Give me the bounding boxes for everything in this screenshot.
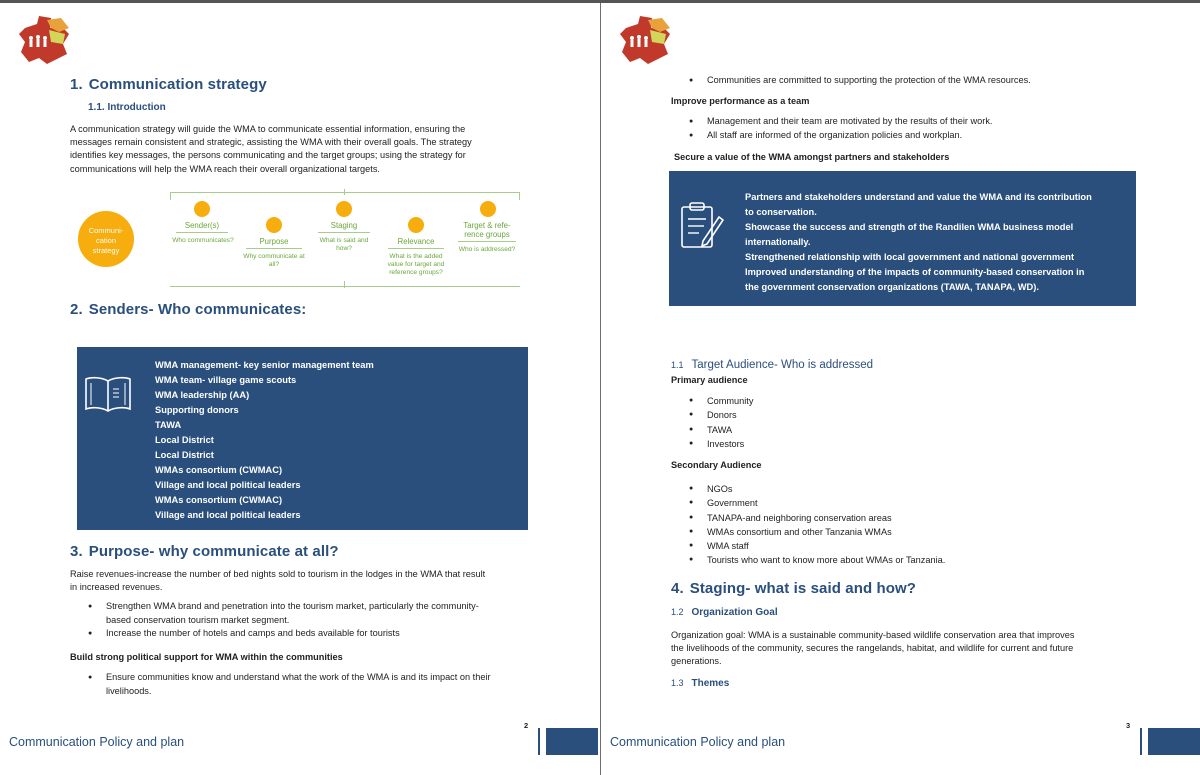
list-item: the government conservation organizations (TAWA, TANAPA, WD). <box>745 282 1039 292</box>
list-item: ● TANAPA-and neighboring conservation areas <box>689 511 1169 525</box>
diagram-senders-question: Who communicates? <box>172 237 234 244</box>
footer-block <box>546 728 598 755</box>
list-item: WMA management- key senior management team <box>155 360 374 370</box>
list-item: ● Investors <box>689 437 1169 451</box>
diagram-underline <box>388 248 444 249</box>
page-3 <box>601 3 1200 775</box>
diagram-target: Target & refe- rence groups <box>463 221 511 239</box>
section-1-heading: 1. Communication strategy <box>70 76 267 93</box>
diagram-target-question: Who is addressed? <box>458 246 516 253</box>
diagram-underline <box>176 232 228 233</box>
list-item: ● TAWA <box>689 423 1169 437</box>
introduction-paragraph: A communication strategy will guide the WMA to communicate essential information, ensuring the messages remain consistent and strategic, assisting the WMA with their overall goals. The strategy identifies key messages, the persons communicating and the target groups; using the strategy for communications will help the WMA reach their overall organizational targets. <box>70 124 472 174</box>
diagram-purpose: Purpose <box>259 237 289 246</box>
book-icon <box>83 375 133 415</box>
value-heading: Secure a value of the WMA amongst partners and stakeholders <box>674 152 950 162</box>
primary-list <box>689 394 1169 451</box>
wma-logo-icon <box>17 14 71 66</box>
list-item: WMA team- village game scouts <box>155 375 297 385</box>
list-item: Village and local political leaders <box>155 510 301 520</box>
page-number: 3 <box>1126 721 1131 730</box>
megaphone-icon <box>194 201 210 217</box>
diagram-tick <box>344 281 345 288</box>
strategy-circle: Communi- cation strategy <box>78 211 134 267</box>
political-heading: Build strong political support for WMA within the communities <box>70 652 343 662</box>
list-item: Village and local political leaders <box>155 480 301 490</box>
senders-box <box>77 347 528 530</box>
list-item: to conservation. <box>745 207 817 217</box>
people-icon <box>480 201 496 217</box>
list-item: internationally. <box>745 237 811 247</box>
footer-slash <box>1140 728 1142 755</box>
list-item: Strengthened relationship with local government and national government <box>745 252 1075 262</box>
performance-heading: Improve performance as a team <box>671 96 810 106</box>
lightbulb-icon <box>266 217 282 233</box>
list-item: ● WMAs consortium and other Tanzania WMAs <box>689 525 1169 539</box>
footer-slash <box>538 728 540 755</box>
purpose-bullets <box>88 600 538 641</box>
list-item: ● Government <box>689 496 1169 510</box>
secondary-heading: Secondary Audience <box>671 460 762 470</box>
list-item: ● WMA staff <box>689 539 1169 553</box>
star-icon <box>408 217 424 233</box>
diagram-bottom-line <box>170 286 520 287</box>
list-item: TAWA <box>155 420 182 430</box>
page-number: 2 <box>524 721 529 730</box>
diagram-relevance: Relevance <box>397 237 435 246</box>
organization-goal-paragraph: Organization goal: WMA is a sustainable community-based wildlife conservation area that improves the livelihoods of the community, secures the rangelands, habitat, and wildlife for current and future generations. <box>671 630 1075 667</box>
section-3-heading: 3. Purpose- why communicate at all? <box>70 543 339 560</box>
footer-block <box>1148 728 1200 755</box>
list-item: ● Donors <box>689 408 1169 422</box>
primary-heading: Primary audience <box>671 375 748 385</box>
list-item: Local District <box>155 435 214 445</box>
wma-logo-icon <box>618 14 672 66</box>
list-item: ● Increase the number of hotels and camps and beds available for tourists <box>88 627 538 641</box>
clipboard-icon <box>679 201 725 251</box>
list-item: ● Tourists who want to know more about WMAs or Tanzania. <box>689 553 1169 567</box>
diagram-staging-question: What is said and how? <box>319 237 369 252</box>
diagram-tick <box>344 189 345 195</box>
secondary-list <box>689 482 1169 568</box>
list-item: Local District <box>155 450 214 460</box>
diagram-purpose-question: Why communicate at all? <box>243 253 305 268</box>
diagram-tick <box>519 192 520 200</box>
page-2 <box>0 3 600 775</box>
political-bullets <box>88 671 538 698</box>
diagram-underline <box>246 248 302 249</box>
list-item: Partners and stakeholders understand and value the WMA and its contribution <box>745 192 1092 202</box>
community-bullets <box>689 74 1169 88</box>
diagram-tick <box>170 192 171 200</box>
list-item: WMA leadership (AA) <box>155 390 250 400</box>
value-list <box>745 190 1092 295</box>
communication-strategy-diagram <box>70 189 522 293</box>
footer-title: Communication Policy and plan <box>610 735 786 749</box>
list-item: ● Strengthen WMA brand and penetration into the tourism market, particularly the community- based conservation tourism market segment. <box>88 600 538 627</box>
list-item: ● All staff are informed of the organization policies and workplan. <box>689 129 1169 143</box>
document-icon <box>336 201 352 217</box>
list-item: ● Management and their team are motivated by the results of their work. <box>689 115 1169 129</box>
list-item: WMAs consortium (CWMAC) <box>155 495 283 505</box>
list-item: Supporting donors <box>155 405 239 415</box>
diagram-senders: Sender(s) <box>184 221 220 230</box>
list-item: ● Community <box>689 394 1169 408</box>
list-item: ● Communities are committed to supporting the protection of the WMA resources. <box>689 74 1169 88</box>
footer-title: Communication Policy and plan <box>9 735 185 749</box>
themes-heading: 1.3 Themes <box>671 678 730 689</box>
diagram-staging: Staging <box>330 221 358 230</box>
purpose-paragraph: Raise revenues-increase the number of bed nights sold to tourism in the lodges in the WMA that result in increased revenues. <box>70 569 486 593</box>
list-item: ● Ensure communities know and understand what the work of the WMA is and its impact on their livelihoods. <box>88 671 538 698</box>
section-4-heading: 4. Staging- what is said and how? <box>671 580 917 597</box>
performance-bullets <box>689 115 1169 142</box>
senders-list <box>155 358 374 523</box>
diagram-top-line <box>170 192 520 193</box>
list-item: WMAs consortium (CWMAC) <box>155 465 283 475</box>
organization-goal-heading: 1.2 Organization Goal <box>671 607 778 618</box>
section-2-heading: 2. Senders- Who communicates: <box>70 301 307 318</box>
list-item: Improved understanding of the impacts of community-based conservation in <box>745 267 1085 277</box>
list-item: ● NGOs <box>689 482 1169 496</box>
value-box <box>669 171 1136 306</box>
diagram-underline <box>458 241 516 242</box>
diagram-relevance-question: What is the added value for target and reference groups? <box>387 253 445 276</box>
diagram-underline <box>318 232 370 233</box>
target-audience-heading: 1.1 Target Audience- Who is addressed <box>671 359 874 371</box>
list-item: Showcase the success and strength of the Randilen WMA business model <box>745 222 1074 232</box>
introduction-heading: 1.1. Introduction <box>88 102 166 113</box>
